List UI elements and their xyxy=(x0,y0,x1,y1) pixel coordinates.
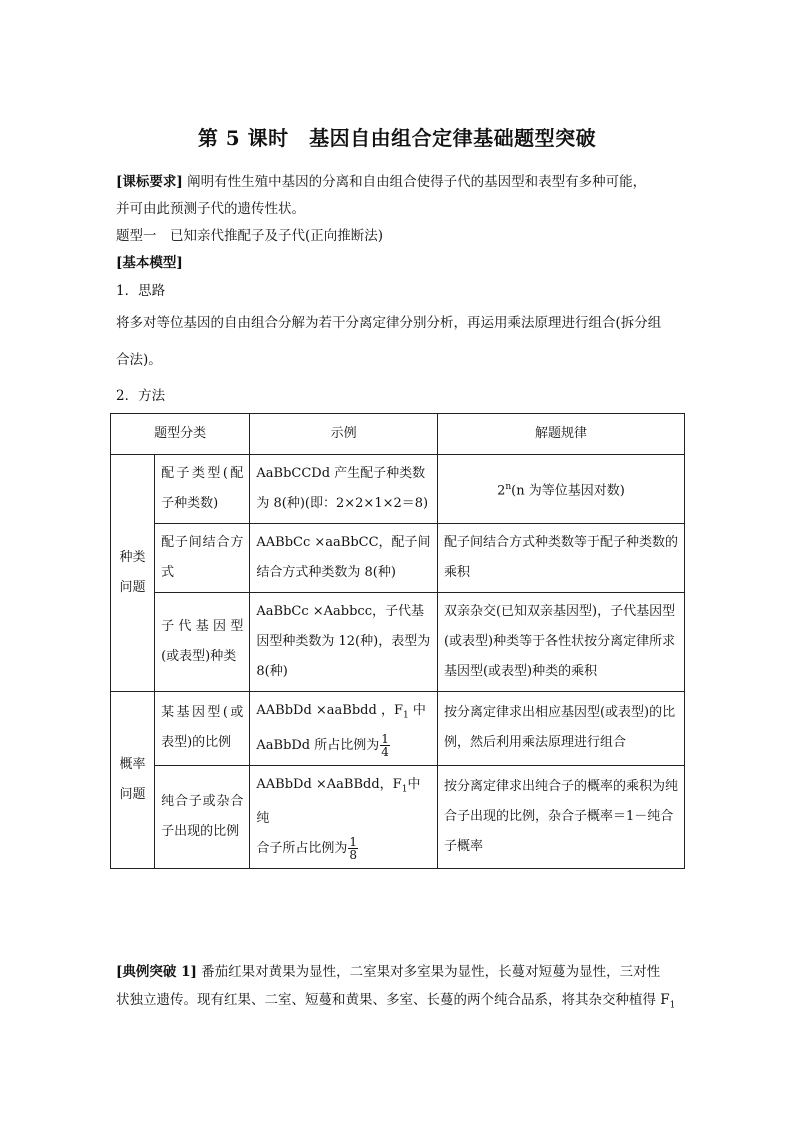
example-subscript: 1 xyxy=(669,1000,676,1011)
example-text: 中纯 xyxy=(256,776,421,827)
example-problem xyxy=(116,962,660,982)
section-1-text: 将多对等位基因的自由组合分解为若干分离定律分别分析，再运用乘法原理进行组合(拆分组 xyxy=(116,315,662,331)
rule-cell: 按分离定律求出纯合子的概率的乘积为纯合子出现的比例，杂合子概率＝1－纯合子概率 xyxy=(437,765,684,869)
curriculum-requirement xyxy=(116,172,646,192)
header-example: 示例 xyxy=(250,414,438,455)
rule-cell: 双亲杂交(已知双亲基因型)，子代基因型(或表型)种类等于各性状按分离定律所求基因型(或表型)种类的乘积 xyxy=(437,593,684,692)
category-cell: 纯合子或杂合子出现的比例 xyxy=(155,765,250,869)
group-label-kind: 种类问题 xyxy=(111,455,155,692)
example-subscript: 1 xyxy=(402,710,409,721)
section-1-heading: 1．思路 xyxy=(116,283,166,299)
curriculum-tag: [课标要求] xyxy=(116,174,183,190)
example-cell xyxy=(250,692,438,766)
example-text: 合子所占比例为 xyxy=(256,841,348,857)
basic-model-tag: [基本模型] xyxy=(116,255,183,271)
rule-cell: 按分离定律求出相应基因型(或表型)的比例，然后利用乘法原理进行组合 xyxy=(437,692,684,766)
rule-text: (n 为等位基因对数) xyxy=(511,483,625,499)
example-problem-text: 番茄红果对黄果为显性，二室果对多室果为显性，长蔓对短蔓为显性，三对性 xyxy=(201,964,661,980)
section-2-heading: 2．方法 xyxy=(116,388,166,404)
example-text: AABbDd ×aaBbdd ，F xyxy=(256,703,403,718)
fraction-numerator: 1 xyxy=(381,731,389,746)
fraction-denominator: 4 xyxy=(381,744,389,759)
category-cell: 子代基因型(或表型)种类 xyxy=(155,593,250,692)
fraction-denominator: 8 xyxy=(349,848,358,863)
example-text: AaBbDd 所占比例为 xyxy=(256,737,380,753)
table-row xyxy=(111,765,685,869)
example-text: 中 xyxy=(408,703,426,718)
example-text: AABbDd ×AaBBdd，F xyxy=(256,776,402,792)
table-row xyxy=(111,455,685,524)
example-problem-cont xyxy=(116,990,675,1016)
curriculum-text: 阐明有性生殖中基因的分离和自由组合使得子代的基因型和表型有多种可能， xyxy=(187,174,647,190)
page-title: 第 5 课时 基因自由组合定律基础题型突破 xyxy=(197,126,597,150)
example-cell xyxy=(250,765,438,869)
fraction xyxy=(380,733,390,758)
example-cell: AaBbCCDd 产生配子种类数为 8(种)(即：2×2×1×2＝8) xyxy=(250,455,438,524)
section-1-text-cont: 合法)。 xyxy=(116,352,162,368)
table-row xyxy=(111,524,685,593)
example-subscript: 1 xyxy=(401,784,408,795)
example-tag: [典例突破 1] xyxy=(116,964,197,980)
category-cell: 某基因型(或表型)的比例 xyxy=(155,692,250,766)
rule-base: 2 xyxy=(497,483,506,499)
rule-cell xyxy=(437,455,684,524)
category-cell: 配子间结合方式 xyxy=(155,524,250,593)
table-row xyxy=(111,593,685,692)
table-row xyxy=(111,692,685,766)
fraction xyxy=(348,836,358,861)
category-cell: 配子类型(配子种类数) xyxy=(155,455,250,524)
header-rule: 解题规律 xyxy=(437,414,684,455)
example-problem-text: 状独立遗传。现有红果、二室、短蔓和黄果、多室、长蔓的两个纯合品系，将其杂交种植得 F xyxy=(116,992,670,1008)
method-table xyxy=(110,413,685,869)
type1-heading: 题型一 已知亲代推配子及子代(正向推断法) xyxy=(116,228,384,244)
example-cell: AABbCc ×aaBbCC，配子间结合方式种类数为 8(种) xyxy=(250,524,438,593)
rule-cell: 配子间结合方式种类数等于配子种类数的乘积 xyxy=(437,524,684,593)
rule-exponent: n xyxy=(505,481,512,492)
table-header-row xyxy=(111,414,685,455)
header-type: 题型分类 xyxy=(111,414,250,455)
example-cell: AaBbCc ×Aabbcc，子代基因型种类数为 12(种)，表型为 8(种) xyxy=(250,593,438,692)
group-label-probability: 概率问题 xyxy=(111,692,155,869)
curriculum-text-cont: 并可由此预测子代的遗传性状。 xyxy=(116,201,305,217)
fraction-numerator: 1 xyxy=(349,835,358,850)
